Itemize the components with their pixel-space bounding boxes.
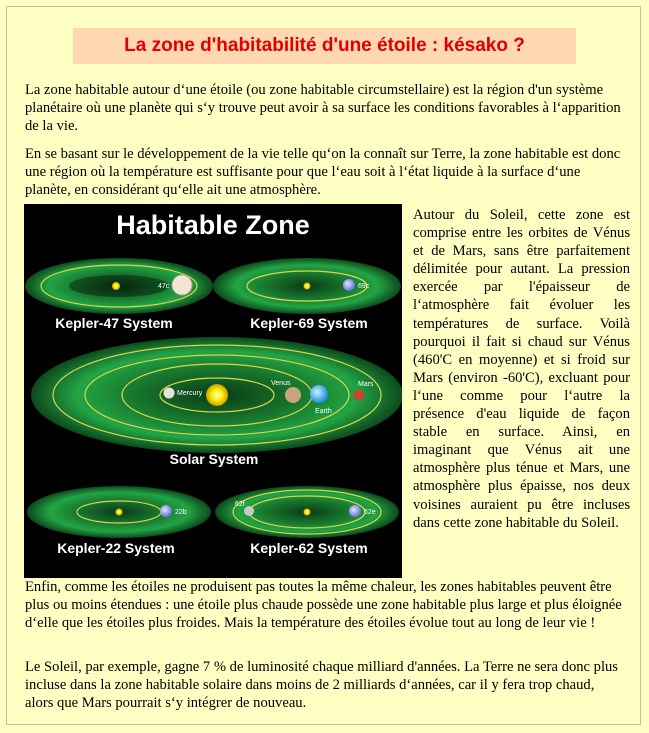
habitable-zone-figure [24,204,402,578]
earth-label: Earth [315,408,332,415]
planet-22b-label: 22b [175,509,187,516]
planet-69c-icon [343,279,355,291]
paragraph-water-condition: En se basant sur le développement de la vie telle qu‘on la connaît sur Terre, la zone habitable est donc une région où la température est suffisante pour que l‘eau soit à l‘état liquide à la surface d‘une planète, en considérant qu‘elle ait une atmosphère. [25,146,621,198]
habitable-zone-diagram [24,204,402,578]
star-icon [304,509,311,516]
paragraph-solar-zone: Autour du Soleil, cette zone est comprise entre les orbites de Vénus et de Mars, sans être parfaitement délimitée pour autant. La pression exercée par l'épaisseur de l‘atmosphère fait évoluer les températures de surface. Voilà pourquoi il fait si chaud sur Vénus (460'C en moyenne) et si froid sur Mars (environ -60'C), excluant pour l‘une comme pour l‘autre la présence d'eau liquide de façon stable en surface. Ainsi, en imaginant que Vénus ait une atmosphère plus ténue et Mars, une atmosphère plus épaisse, nos deux voisines auraient pu être incluses dans cette zone habitable du Soleil. [413,207,630,531]
venus-label: Venus [271,380,291,387]
kepler-47-label: Kepler-47 System [55,315,173,331]
mars-label: Mars [358,381,374,388]
title-banner [73,28,576,64]
mercury-label: Mercury [177,390,203,397]
earth-icon [310,385,328,403]
mars-icon [354,390,365,401]
solar-system [31,337,402,467]
figure-heading: Habitable Zone [116,210,310,240]
solar-system-label: Solar System [169,451,259,467]
paragraph-definition: La zone habitable autour d‘une étoile (ou zone habitable circumstellaire) est la région d'un système planétaire où une planète qui s‘y trouve peut avoir à sa surface les conditions favorables à l‘apparition de la vie. [25,82,621,134]
mercury-icon [164,388,175,399]
planet-22b-icon [160,505,172,517]
star-icon [112,282,120,290]
planet-62f-label: 62f [235,501,245,508]
kepler-62-system [215,486,399,556]
venus-icon [285,387,301,403]
planet-47c-icon [172,275,192,295]
kepler-62-label: Kepler-62 System [250,540,368,556]
sun-icon [206,384,228,406]
star-icon [304,283,311,290]
planet-47c-label: 47c [158,283,170,290]
paragraph-sun-luminosity: Le Soleil, par exemple, gagne 7 % de luminosité chaque milliard d'années. La Terre ne sera donc plus incluse dans la zone habitable solaire dans moins de 2 milliards d‘années, car il y fera trop chaud, alors que Mars pourrait s‘y intégrer de nouveau. [25,659,618,711]
kepler-22-system [27,486,211,556]
kepler-22-label: Kepler-22 System [57,540,175,556]
planet-62e-icon [349,505,361,517]
kepler-69-system [213,258,401,331]
planet-62f-icon [244,506,254,516]
planet-69c-label: 69c [358,283,370,290]
planet-62e-label: 62e [364,509,376,516]
page-title: La zone d'habitabilité d'une étoile : késako ? [124,35,525,56]
star-icon [116,509,123,516]
kepler-69-label: Kepler-69 System [250,315,368,331]
paragraph-star-temperature: Enfin, comme les étoiles ne produisent pas toutes la même chaleur, les zones habitables peuvent être plus ou moins étendues : une étoile plus chaude possède une zone habitable plus large et plus éloignée d‘elle que les étoiles plus froides. Mais la température des étoiles évolue tout au long de leur vie ! [25,579,622,631]
kepler-47-system [25,258,213,331]
